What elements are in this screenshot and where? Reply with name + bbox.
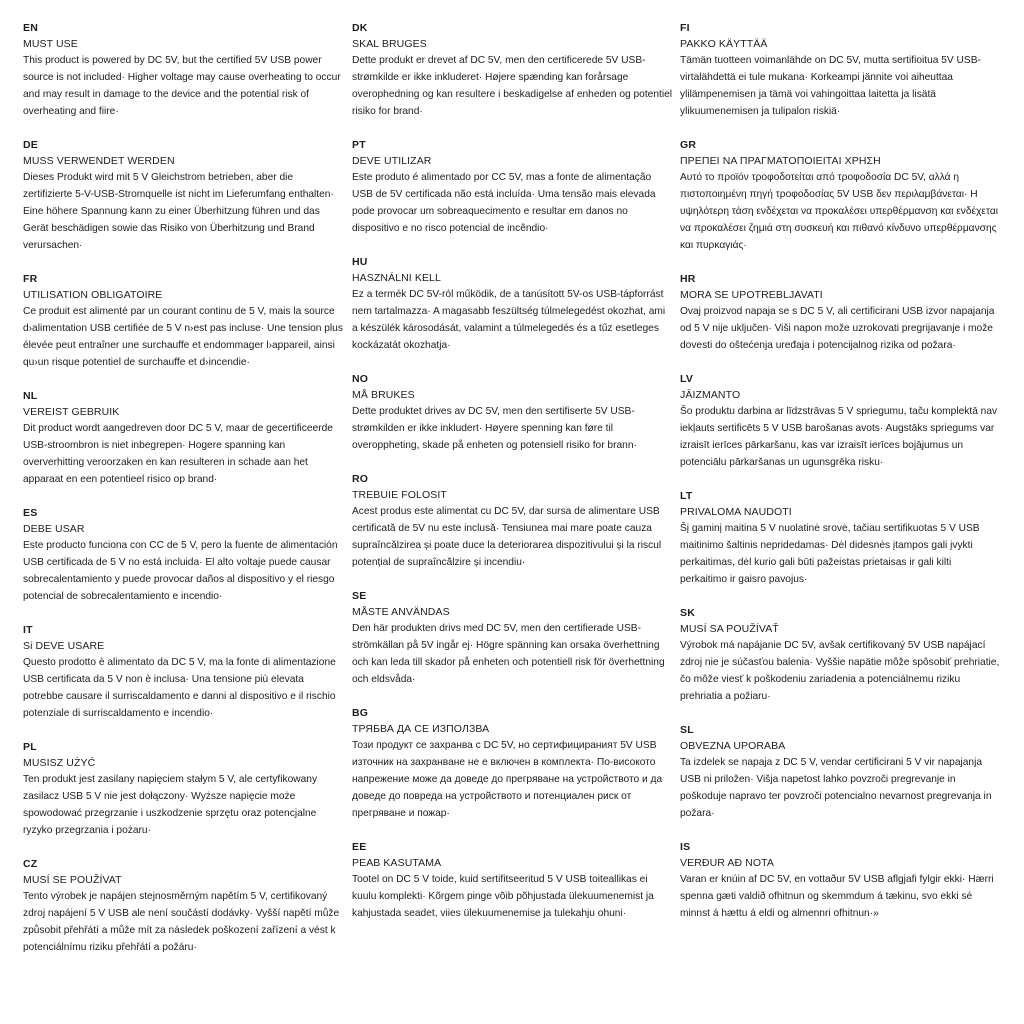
- section-heading: PEAB KASUTAMA: [352, 857, 442, 869]
- section-heading: TREBUIE FOLOSIT: [352, 489, 447, 501]
- section-heading: VERÐUR AÐ NOTA: [680, 857, 774, 869]
- section-heading: PRIVALOMA NAUDOTI: [680, 506, 792, 518]
- language-section-pt: [352, 137, 672, 237]
- language-code: RO: [352, 473, 369, 485]
- language-section-no: [352, 371, 672, 454]
- column-middle: [352, 20, 672, 939]
- language-section-nl: [23, 388, 343, 488]
- warning-text: Ez a termék DC 5V-ról működik, de a tanúsított 5V-os USB-tápforrást nem tartalmazza· A magasabb feszültség túlmelegedést okozhat, ami a készülék károsodását, valamint a túlmelegedés és a tűz esetleges kockázatát okozhatja·: [352, 289, 666, 351]
- language-section-ee: [352, 839, 672, 922]
- language-code: SL: [680, 724, 694, 736]
- section-heading: SKAL BRUGES: [352, 38, 427, 50]
- section-heading: MÅSTE ANVÄNDAS: [352, 606, 450, 618]
- language-section-hr: [680, 271, 1000, 354]
- language-section-it: [23, 622, 343, 722]
- section-heading: UTILISATION OBLIGATOIRE: [23, 289, 163, 301]
- warning-text: Šį gaminį maitina 5 V nuolatinė srovė, tačiau sertifikuotas 5 V USB maitinimo šaltinis nepridedamas· Dėl didesnės įtampos gali įvykti perkaitimas, dėl kurio gali būti pažeistas prietaisas ir gali kilti perkaitimo ir gaisro pavojus·: [680, 523, 980, 585]
- language-section-hu: [352, 254, 672, 354]
- language-section-dk: [352, 20, 672, 120]
- column-right: [680, 20, 1000, 939]
- section-heading: MUSS VERWENDET WERDEN: [23, 155, 175, 167]
- language-section-is: [680, 839, 1000, 922]
- warning-text: Tämän tuotteen voimanlähde on DC 5V, mutta sertifioitua 5V USB-virtalähdettä ei tule mukana· Korkeampi jännite voi aiheuttaa ylilämpenemisen ja tämä voi vahingoittaa laitetta ja lisätä ylikuumenemisen ja tulipalon riskiä·: [680, 55, 981, 117]
- language-code: FR: [23, 273, 38, 285]
- language-section-se: [352, 588, 672, 688]
- language-code: HU: [352, 256, 368, 268]
- language-section-lt: [680, 488, 1000, 588]
- language-code: CZ: [23, 858, 38, 870]
- warning-text: This product is powered by DC 5V, but the certified 5V USB power source is not included· Higher voltage may cause overheating to occur and may result in damage to the device and the potential risk of overheating and fiire·: [23, 55, 341, 117]
- warning-text: Ta izdelek se napaja z DC 5 V, vendar certificirani 5 V vir napajanja USB ni priložen· Višja napetost lahko povzroči pregrevanje in poškoduje napravo ter povzroči potencialno nevarnost pregrevanja in požara·: [680, 757, 992, 819]
- section-heading: OBVEZNA UPORABA: [680, 740, 786, 752]
- warning-text: Tootel on DC 5 V toide, kuid sertifitseeritud 5 V USB toiteallikas ei kuulu komplekti· Kõrgem pinge võib põhjustada ülekuumenemist ja kahjustada seadet, viies ülekuumenemise ja tulekahju ohuni·: [352, 874, 654, 919]
- warning-text: Ce produit est alimenté par un courant continu de 5 V, mais la source d›alimentation USB certifiée de 5 V n›est pas incluse· Une tension plus élevée peut entraîner une surchauffe et endommager l›appareil, ainsi qu›un risque potentiel de surchauffe et d›incendie·: [23, 306, 343, 368]
- language-code: ES: [23, 507, 38, 519]
- section-heading: HASZNÁLNI KELL: [352, 272, 441, 284]
- section-heading: MUST USE: [23, 38, 78, 50]
- language-code: LT: [680, 490, 693, 502]
- language-section-gr: [680, 137, 1000, 254]
- warning-text: Ovaj proizvod napaja se s DC 5 V, ali certificirani USB izvor napajanja od 5 V nije uključen· Viši napon može uzrokovati pregrijavanje i može dovesti do oštećenja uređaja i potencijalnog rizika od požara·: [680, 306, 995, 351]
- language-section-es: [23, 505, 343, 605]
- warning-text: Αυτό το προϊόν τροφοδοτείται από τροφοδοσία DC 5V, αλλά η πιστοποιημένη πηγή τροφοδοσίας 5V USB δεν περιλαμβάνεται· Η υψηλότερη τάση ενδέχεται να προκαλέσει υπερθέρμανση και ενδέχεται να προκαλέσει ζημιά στη συσκευή και πιθανό κίνδυνο υπερθέρμανσης και πυρκαγιάς·: [680, 172, 998, 251]
- language-code: IS: [680, 841, 691, 853]
- warning-text: Този продукт се захранва с DC 5V, но сертифицираният 5V USB източник на захранване не е включен в комплекта· По-високото напрежение може да доведе до прегряване на устройството и да доведе до повреда на устройството и потенциален риск от прегряване и пожар·: [352, 740, 663, 819]
- language-code: SK: [680, 607, 695, 619]
- warning-text: Šo produktu darbina ar līdzstrāvas 5 V spriegumu, taču komplektā nav iekļauts sertificēts 5 V USB barošanas avots· Augstāks spriegums var izraisīt ierīces pārkaršanu, kas var izraisīt ierīces bojājumus un potenciālu pārkaršanas un ugunsgrēka risku·: [680, 406, 998, 468]
- language-section-lv: [680, 371, 1000, 471]
- language-code: DK: [352, 22, 368, 34]
- warning-text: Acest produs este alimentat cu DC 5V, dar sursa de alimentare USB certificată de 5V nu este inclusă· Tensiunea mai mare poate cauza supraîncălzirea și poate duce la deteriorarea dispozitivului și la riscul potențial de supraîncălzire și incendiu·: [352, 506, 662, 568]
- language-code: LV: [680, 373, 694, 385]
- column-left: [23, 20, 343, 973]
- language-code: SE: [352, 590, 367, 602]
- language-code: NO: [352, 373, 369, 385]
- language-code: IT: [23, 624, 33, 636]
- warning-text: Este produto é alimentado por CC 5V, mas a fonte de alimentação USB de 5V certificada não está incluída· Uma tensão mais elevada pode provocar um sobreaquecimento e resultar em danos no dispositivo e no risco potencial de incêndio·: [352, 172, 656, 234]
- language-section-pl: [23, 739, 343, 839]
- language-section-fr: [23, 271, 343, 371]
- section-heading: PAKKO KÄYTTÄÄ: [680, 38, 768, 50]
- section-heading: ТРЯБВА ДА СЕ ИЗПОЛЗВА: [352, 723, 490, 735]
- warning-text: Dieses Produkt wird mit 5 V Gleichstrom betrieben, aber die zertifizierte 5-V-USB-Stromquelle ist nicht im Lieferumfang enthalten· Eine höhere Spannung kann zu einer Überhitzung führen und das Gerät beschädigen sowie das Risiko von Überhitzung und Brand verursachen·: [23, 172, 334, 251]
- language-section-sk: [680, 605, 1000, 705]
- language-code: GR: [680, 139, 697, 151]
- language-section-en: [23, 20, 343, 120]
- warning-text: Výrobok má napájanie DC 5V, avšak certifikovaný 5V USB napájací zdroj nie je súčasťou balenia· Vyššie napätie môže spôsobiť prehriatie, čo môže viesť k poškodeniu zariadenia a potenciálnemu riziku prehriatia a požiaru·: [680, 640, 1000, 702]
- warning-text: Tento výrobek je napájen stejnosměrným napětím 5 V, certifikovaný zdroj napájení 5 V USB ale není součástí dodávky· Vyšší napětí může způsobit přehřátí a může mít za následek poškození zařízení a vést k potenciálnímu riziku přehřátí a požáru·: [23, 891, 340, 953]
- warning-text: Den här produkten drivs med DC 5V, men den certifierade USB-strömkällan på 5V ingår ej· Högre spänning kan orsaka överhettning och kan leda till skador på enheten och potentiell risk för överhettning och eldsvåda·: [352, 623, 665, 685]
- language-code: EE: [352, 841, 367, 853]
- section-heading: MUSÍ SE POUŽÍVAT: [23, 874, 122, 886]
- language-section-fi: [680, 20, 1000, 120]
- language-section-bg: [352, 705, 672, 822]
- language-code: EN: [23, 22, 38, 34]
- warning-text: Dette produktet drives av DC 5V, men den sertifiserte 5V USB-strømkilden er ikke inkludert· Høyere spenning kan føre til overoppheting, skade på enheten og potensiell risiko for brann·: [352, 406, 637, 451]
- warning-text: Dit product wordt aangedreven door DC 5 V, maar de gecertificeerde USB-stroombron is niet inbegrepen· Hogere spanning kan oververhitting veroorzaken en kan resulteren in schade aan het apparaat en een potentieel risico op brand·: [23, 423, 333, 485]
- section-heading: ΠΡΕΠΕΙ ΝΑ ΠΡΑΓΜΑΤΟΠΟΙΕΙΤΑΙ ΧΡΗΣΗ: [680, 155, 881, 167]
- warning-text: Este producto funciona con CC de 5 V, pero la fuente de alimentación USB certificada de 5 V no está incluida· El alto voltaje puede causar sobrecalentamiento y puede provocar daños al dispositivo y el riesgo potencial de sobrecalentamiento e incendio·: [23, 540, 338, 602]
- language-code: NL: [23, 390, 38, 402]
- section-heading: JĀIZMANTO: [680, 389, 741, 401]
- language-section-sl: [680, 722, 1000, 822]
- section-heading: MUSÍ SA POUŽÍVAŤ: [680, 623, 779, 635]
- section-heading: Si DEVE USARE: [23, 640, 105, 652]
- language-code: HR: [680, 273, 696, 285]
- language-code: DE: [23, 139, 38, 151]
- language-code: BG: [352, 707, 369, 719]
- language-code: FI: [680, 22, 690, 34]
- language-code: PL: [23, 741, 37, 753]
- section-heading: DEVE UTILIZAR: [352, 155, 432, 167]
- language-section-de: [23, 137, 343, 254]
- section-heading: MUSISZ UŻYĆ: [23, 757, 96, 769]
- section-heading: MORA SE UPOTREBLJAVATI: [680, 289, 823, 301]
- language-code: PT: [352, 139, 366, 151]
- warning-text: Varan er knúin af DC 5V, en vottaður 5V USB aflgjafi fylgir ekki· Hærri spenna gæti valdið ofhitnun og skemmdum á tækinu, svo ekki sé minnst á hættu á eldi og almennri ofhitnun·»: [680, 874, 994, 919]
- warning-text: Dette produkt er drevet af DC 5V, men den certificerede 5V USB-strømkilde er ikke inkluderet· Højere spænding kan forårsage overophedning og kan resultere i beskadigelse af enheden og potentiel risiko for brand·: [352, 55, 673, 117]
- warning-text: Questo prodotto è alimentato da DC 5 V, ma la fonte di alimentazione USB certificata da 5 V non è inclusa· Una tensione più elevata potrebbe causare il surriscaldamento e danni al dispositivo e il rischio potenziale di surriscaldamento e incendio·: [23, 657, 336, 719]
- language-section-cz: [23, 856, 343, 956]
- language-section-ro: [352, 471, 672, 571]
- warning-text: Ten produkt jest zasilany napięciem stałym 5 V, ale certyfikowany zasilacz USB 5 V nie jest dołączony· Wyższe napięcie może spowodować przegrzanie i uszkodzenie sprzętu oraz potencjalne ryzyko przegrzania i pożaru·: [23, 774, 318, 836]
- section-heading: VEREIST GEBRUIK: [23, 406, 120, 418]
- section-heading: DEBE USAR: [23, 523, 85, 535]
- section-heading: MÅ BRUKES: [352, 389, 415, 401]
